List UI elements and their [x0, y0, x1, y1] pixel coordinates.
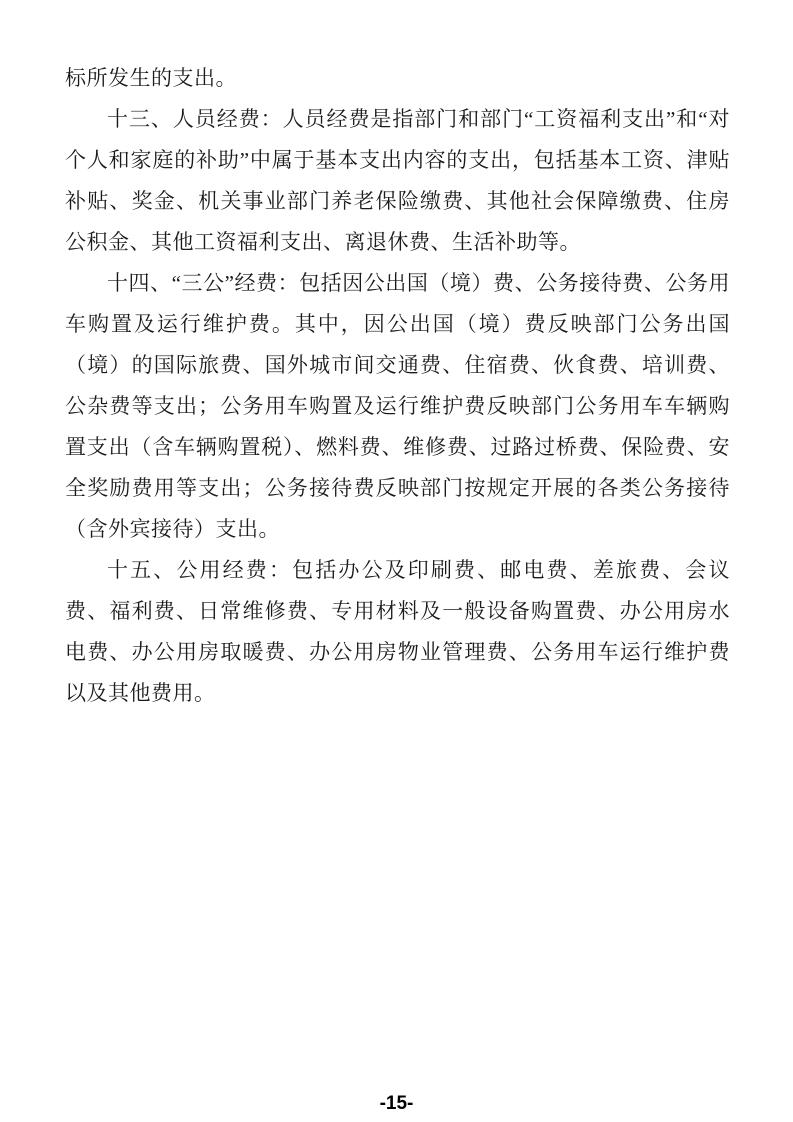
document-text-block: [65, 58, 730, 714]
paragraph-item-14-three-public-funds: 十四、“三公”经费：包括因公出国（境）费、公务接待费、公务用车购置及运行维护费。其中，因公出国（境）费反映部门公务出国（境）的国际旅费、国外城市间交通费、住宿费、伙食费、培训费、公杂费等支出；公务用车购置及运行维护费反映部门公务用车车辆购置支出（含车辆购置税）、燃料费、维修费、过路过桥费、保险费、安全奖励费用等支出；公务接待费反映部门按规定开展的各类公务接待（含外宾接待）支出。: [65, 271, 730, 541]
paragraph-continuation: 标所发生的支出。: [65, 66, 237, 90]
paragraph-item-13-personnel-funds: 十三、人员经费：人员经费是指部门和部门“工资福利支出”和“对个人和家庭的补助”中属于基本支出内容的支出，包括基本工资、津贴补贴、奖金、机关事业部门养老保险缴费、其他社会保障缴费、住房公积金、其他工资福利支出、离退休费、生活补助等。: [65, 107, 730, 254]
page-number: -15-: [379, 1093, 414, 1114]
paragraph-item-15-public-funds: 十五、公用经费：包括办公及印刷费、邮电费、差旅费、会议费、福利费、日常维修费、专用材料及一般设备购置费、办公用房水电费、办公用房取暖费、办公用房物业管理费、公务用车运行维护费以及其他费用。: [65, 558, 730, 705]
page-footer: [0, 1092, 793, 1116]
